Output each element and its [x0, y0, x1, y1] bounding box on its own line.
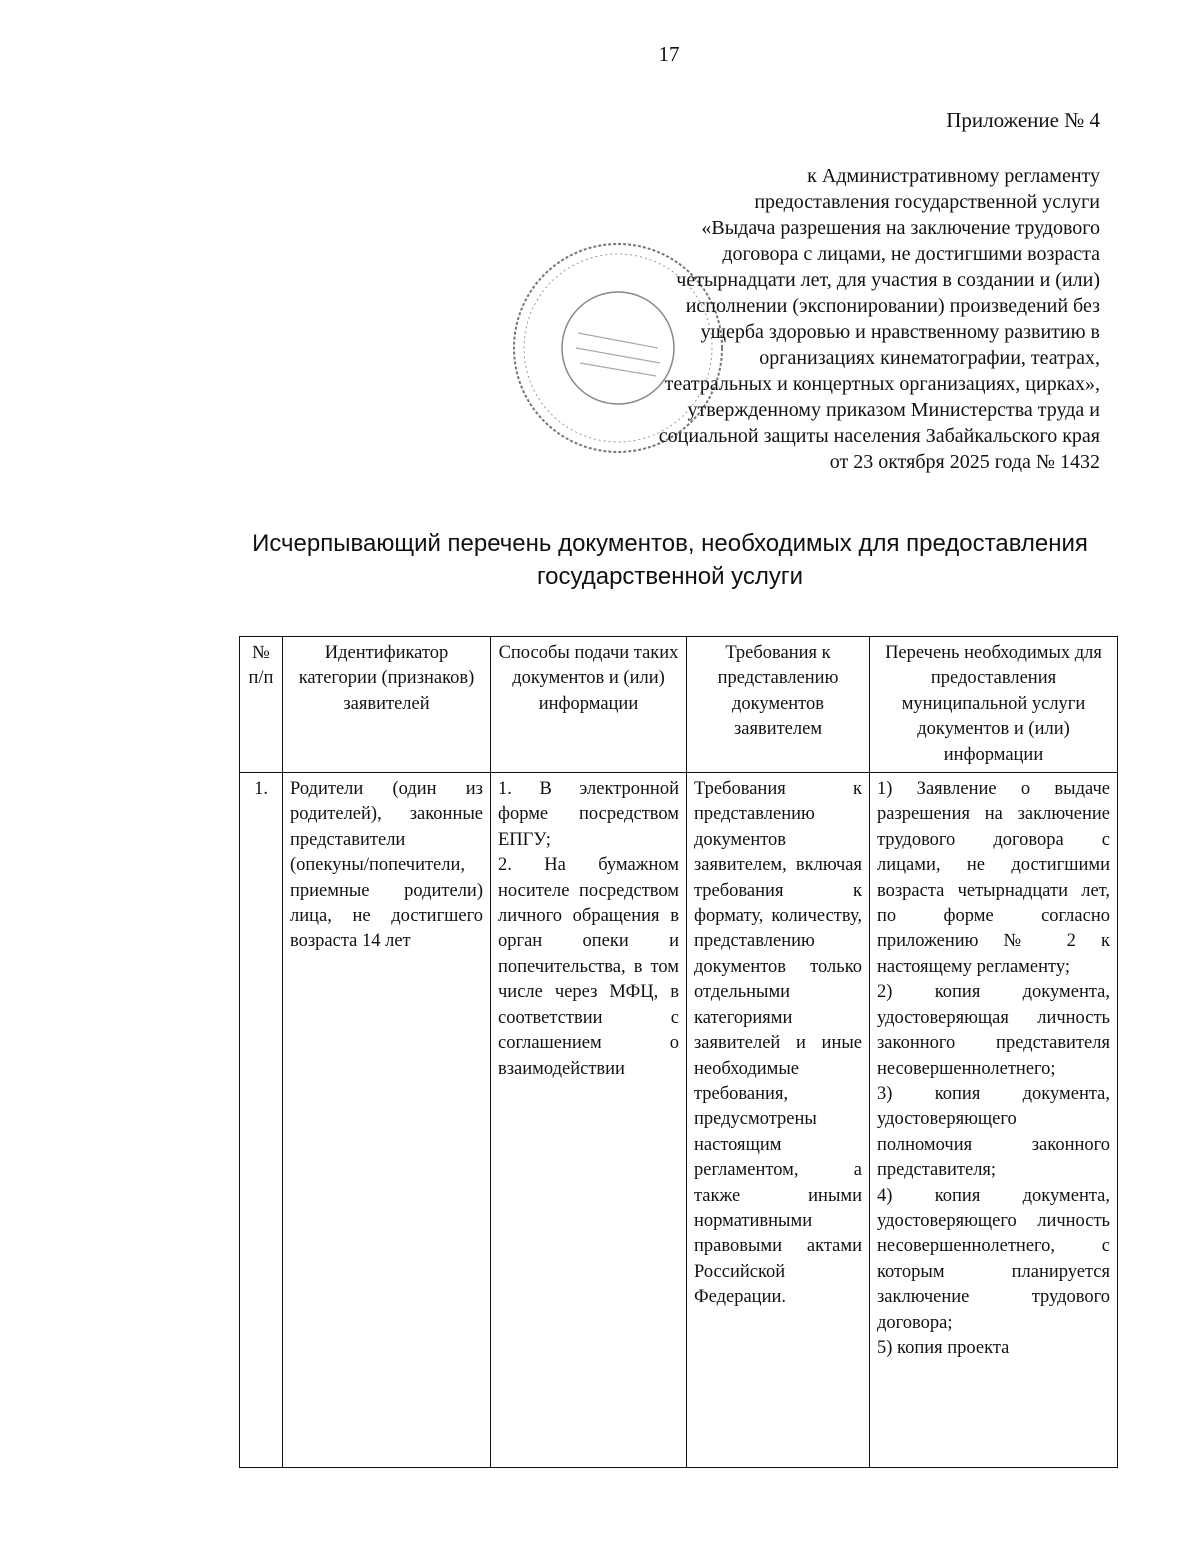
title-line: государственной услуги [536, 563, 804, 590]
header-cell: Перечень необходимых для предоставления муниципальной услуги документов и (или) информации [870, 637, 1118, 773]
approval-block [580, 163, 1100, 475]
approval-line: социальной защиты населения Забайкальского края [658, 425, 1100, 447]
table-row [240, 773, 1118, 1468]
submission-methods-cell [491, 773, 687, 1468]
approval-line: театральных и концертных организациях, цирках», [664, 373, 1100, 395]
approval-line: к Административному регламенту [807, 165, 1100, 187]
page-number: 17 [658, 42, 680, 66]
submission-method: 1. В электронной форме посредством ЕПГУ; [498, 779, 679, 850]
approval-line: договора с лицами, не достигшими возраста [722, 243, 1100, 265]
requirements-cell: Требования к представлению документов заявителем, включая требования к формату, количеству, представлению документов только отдельными категориями заявителей и иные необходимые требования, предусмотрены настоящим регламентом, а также иными нормативными правовыми актами Российской Федерации. [687, 773, 870, 1468]
documents-list-cell [870, 773, 1118, 1468]
submission-method: 2. На бумажном носителе посредством личного обращения в орган опеки и попечительства, в том числе через МФЦ, в соответствии с соглашением о взаимодействии [498, 855, 679, 1079]
approval-line: утвержденному приказом Министерства труда и [687, 399, 1100, 421]
title-line: Исчерпывающий перечень документов, необходимых для предоставления [252, 530, 1088, 557]
approval-line: организациях кинематографии, театрах, [759, 347, 1100, 369]
appendix-label: Приложение № 4 [946, 108, 1100, 132]
document-item: 2) копия документа, удостоверяющая личность законного представителя несовершеннолетнего; [877, 982, 1110, 1079]
category-cell: Родители (один из родителей), законные представители (опекуны/попечители, приемные родители) лица, не достигшего возраста 14 лет [283, 773, 491, 1468]
approval-line: ущерба здоровью и нравственному развитию в [700, 321, 1100, 343]
row-number-cell: 1. [240, 773, 283, 1468]
header-cell: Способы подачи таких документов и (или) информации [491, 637, 687, 773]
header-cell: № п/п [240, 637, 283, 773]
header-cell: Идентификатор категории (признаков) заявителей [283, 637, 491, 773]
approval-line: «Выдача разрешения на заключение трудового [701, 217, 1100, 239]
documents-table [239, 636, 1118, 1468]
header-cell: Требования к представлению документов заявителем [687, 637, 870, 773]
document-item: 4) копия документа, удостоверяющего личность несовершеннолетнего, с которым планируется заключение трудового договора; [877, 1185, 1110, 1333]
approval-line: от 23 октября 2025 года № 1432 [829, 451, 1100, 473]
approval-line: четырнадцати лет, для участия в создании и (или) [676, 269, 1100, 291]
document-item: 1) Заявление о выдаче разрешения на заключение трудового договора с лицами, не достигшими возраста четырнадцати лет, по форме согласно приложению № 2 к настоящему регламенту; [877, 779, 1110, 977]
document-item: 3) копия документа, удостоверяющего полномочия законного представителя; [877, 1083, 1110, 1181]
document-title [240, 527, 1100, 593]
table-header-row [240, 637, 1118, 773]
document-item: 5) копия проекта [877, 1337, 1010, 1358]
approval-line: предоставления государственной услуги [754, 191, 1100, 213]
approval-line: исполнении (экспонировании) произведений без [685, 295, 1100, 317]
